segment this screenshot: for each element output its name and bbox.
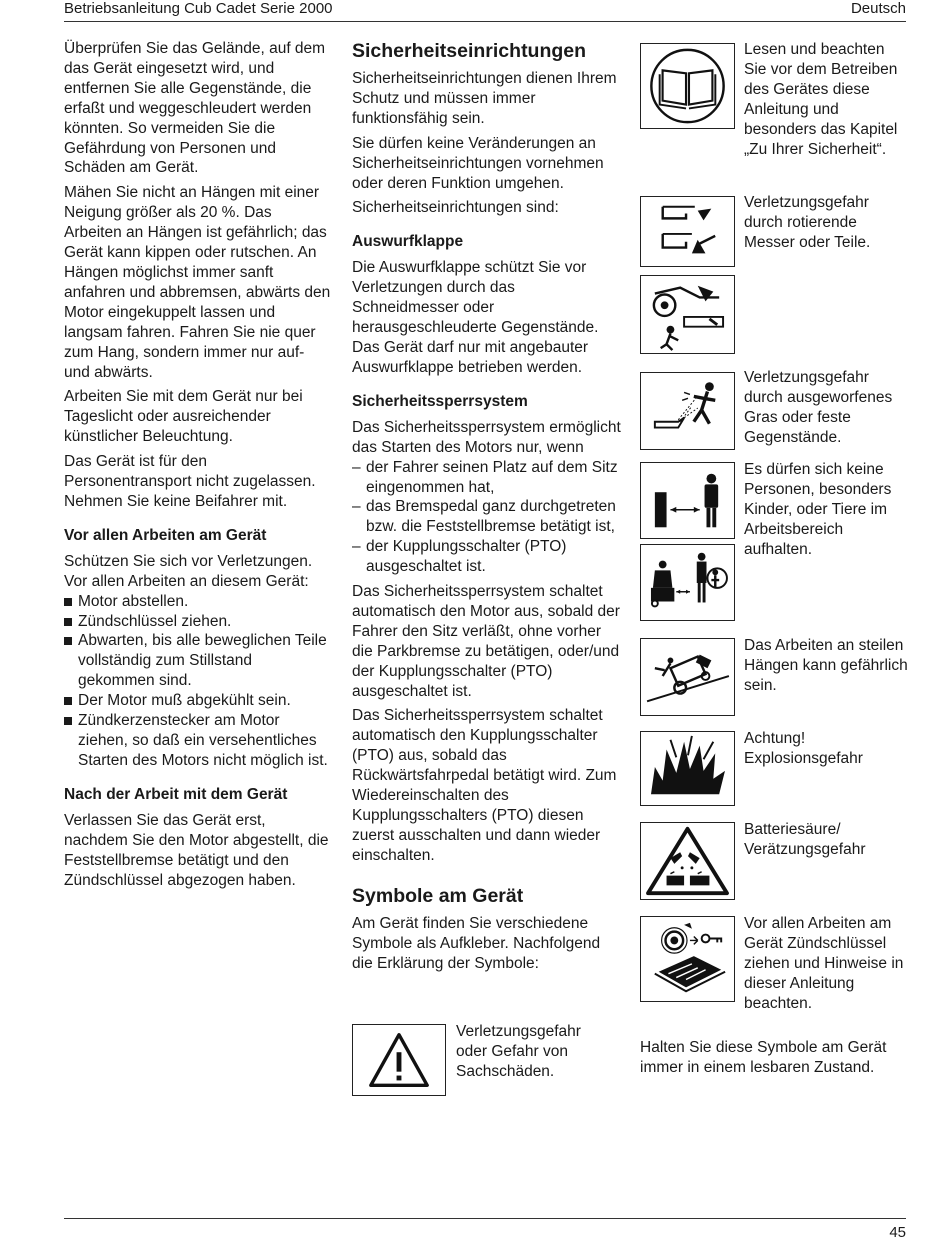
symbol-text-rotating-blade: Verletzungsgefahr durch rotierende Messer oder Teile. — [744, 194, 871, 251]
discharge-flap-text: Die Auswurfklappe schützt Sie vor Verletzungen durch das Schneidmesser oder herausgeschleuderte Gegenstände. Das Gerät darf nur mit angebauter Auswurfklappe betrieben werden. — [352, 259, 599, 376]
explosion-icon — [641, 732, 734, 805]
symbol-battery-acid — [640, 822, 735, 900]
intro-paragraph-4: Das Gerät ist für den Personentransport nicht zugelassen. Nehmen Sie keine Beifahrer mit. — [64, 453, 316, 510]
safety-paragraph-2: Sie dürfen keine Veränderungen an Sicherheitseinrichtungen vornehmen oder deren Funktion umgehen. — [352, 134, 604, 192]
page-number: 45 — [889, 1224, 906, 1241]
interlock-intro: Das Sicherheitssperrsystem ermöglicht das Starten des Motors nur, wenn — [352, 418, 621, 456]
symbol-keep-children-away — [640, 544, 735, 621]
slope-tipping-icon — [641, 639, 734, 715]
warning-triangle-icon — [353, 1025, 445, 1095]
keep-distance-icon — [641, 463, 734, 538]
section-text-after-work: Verlassen Sie das Gerät erst, nachdem Sie den Motor abgestellt, die Feststellbremse betätigt und den Zündschlüssel abgezogen haben. — [64, 811, 329, 889]
symbol-text-slope: Das Arbeiten an steilen Hängen kann gefährlich sein. — [744, 637, 908, 694]
list-item: Zündschlüssel ziehen. — [64, 612, 332, 632]
symbol-rotating-blade — [640, 196, 735, 267]
symbol-text-thrown-objects: Verletzungsgefahr durch ausgeworfenes Gras oder feste Gegenstände. — [744, 369, 893, 446]
before-work-list — [64, 592, 332, 771]
header-title: Betriebsanleitung Cub Cadet Serie 2000 — [64, 0, 333, 17]
intro-paragraph-2: Mähen Sie nicht an Hängen mit einer Neigung größer als 20 %. Das Arbeiten an Hängen ist gefährlich; das Gerät kann kippen oder rutschen. An Hängen möglichst immer sanft anfahren und abbremsen, abwärts den Motor eingekuppelt lassen und langsam fahren. Fahren Sie nie quer zum Hang, sondern immer nur auf- und abwärts. — [64, 184, 331, 381]
symbol-slope-tipping — [640, 638, 735, 716]
section-heading-before-work: Vor allen Arbeiten am Gerät — [64, 526, 267, 544]
interlock-paragraph-3: Das Sicherheitssperrsystem schaltet automatisch den Kupplungsschalter (PTO) aus, sobald das Rückwärtsfahrpedal betätigt wird. Zum Wiedereinschalten des Kupplungsschalters (PTO) diesen zuerst ausschalten und dann wieder einschalten. — [352, 707, 617, 864]
list-item: – der Fahrer seinen Platz auf dem Sitz eingenommen hat, — [352, 458, 622, 498]
symbol-text-book: Lesen und beachten Sie vor dem Betreiben des Gerätes diese Anleitung und besonders das Kapitel „Zu Ihrer Sicherheit“. — [744, 41, 898, 158]
header-language: Deutsch — [850, 0, 906, 17]
children-away-icon — [641, 545, 734, 620]
symbol-book — [640, 43, 735, 129]
intro-paragraph-3: Arbeiten Sie mit dem Gerät nur bei Tageslicht oder ausreichender künstlicher Beleuchtung. — [64, 388, 303, 446]
intro-paragraph-1: Überprüfen Sie das Gelände, auf dem das Gerät eingesetzt wird, und entfernen Sie alle Gegenstände, die erfaßt und weggeschleudert werden könnten. So vermeiden Sie die Gefährdung von Personen und Schäden am Gerät. — [64, 40, 326, 177]
symbol-explosion — [640, 731, 735, 806]
symbol-keep-distance — [640, 462, 735, 539]
column-middle — [352, 39, 622, 978]
symbol-text-remove-key: Vor allen Arbeiten am Gerät Zündschlüssel ziehen und Hinweise in dieser Anleitung beachten. — [744, 915, 904, 1012]
list-item: Motor abstellen. — [64, 592, 332, 612]
safety-paragraph-1: Sicherheitseinrichtungen dienen Ihrem Schutz und müssen immer funktionsfähig sein. — [352, 70, 617, 127]
symbol-tractor-blade — [640, 275, 735, 354]
interlock-paragraph-2: Das Sicherheitssperrsystem schaltet automatisch den Motor aus, sobald der Fahrer den Sitz verläßt, ohne vorher die Parkbremse zu betätigen, oder/und der Kupplungsschalter (PTO) ausgeschaltet ist. — [352, 583, 620, 700]
list-item: – das Bremspedal ganz durchgetreten bzw. die Feststellbremse betätigt ist, — [352, 497, 622, 537]
warning-symbol-text: Verletzungsgefahr oder Gefahr von Sachschäden. — [456, 1023, 581, 1080]
section-heading-after-work: Nach der Arbeit mit dem Gerät — [64, 785, 288, 803]
book-icon — [641, 44, 734, 128]
heading-safety-devices: Sicherheitseinrichtungen — [352, 40, 587, 62]
closing-note: Halten Sie diese Symbole am Gerät immer in einem lesbaren Zustand. — [640, 1039, 887, 1076]
tractor-blade-icon — [641, 276, 734, 353]
heading-symbols: Symbole am Gerät — [352, 884, 524, 907]
symbol-text-keep-distance: Es dürfen sich keine Personen, besonders Kinder, oder Tiere im Arbeitsbereich aufhalten. — [744, 461, 892, 558]
rotating-blade-icon — [641, 197, 734, 266]
list-item: Der Motor muß abgekühlt sein. — [64, 691, 332, 711]
column-left — [64, 39, 332, 895]
list-item: Abwarten, bis alle beweglichen Teile vollständig zum Stillstand gekommen sind. — [64, 631, 332, 691]
interlock-conditions-list — [352, 458, 622, 577]
list-item: Zündkerzenstecker am Motor ziehen, so daß ein versehentliches Starten des Motors nicht möglich ist. — [64, 711, 332, 771]
list-item: – der Kupplungsschalter (PTO) ausgeschaltet ist. — [352, 537, 622, 577]
symbol-text-explosion: Achtung! Explosionsgefahr — [744, 730, 863, 767]
symbol-text-battery-acid: Batteriesäure/ Verätzungsgefahr — [744, 821, 866, 858]
symbol-remove-key — [640, 916, 735, 1002]
heading-discharge-flap: Auswurfklappe — [352, 233, 464, 251]
header-rule — [64, 21, 906, 22]
heading-interlock-system: Sicherheitssperrsystem — [352, 392, 528, 410]
safety-paragraph-3: Sicherheitseinrichtungen sind: — [352, 199, 559, 217]
thrown-objects-icon — [641, 373, 734, 449]
battery-acid-icon — [641, 823, 734, 899]
section-intro-before-work: Schützen Sie sich vor Verletzungen. Vor allen Arbeiten an diesem Gerät: — [64, 552, 313, 590]
remove-key-icon — [641, 917, 734, 1001]
warning-triangle-symbol — [352, 1024, 446, 1096]
footer-rule — [64, 1218, 906, 1219]
symbol-thrown-objects — [640, 372, 735, 450]
symbols-intro: Am Gerät finden Sie verschiedene Symbole als Aufkleber. Nachfolgend die Erklärung der Symbole: — [352, 914, 601, 972]
